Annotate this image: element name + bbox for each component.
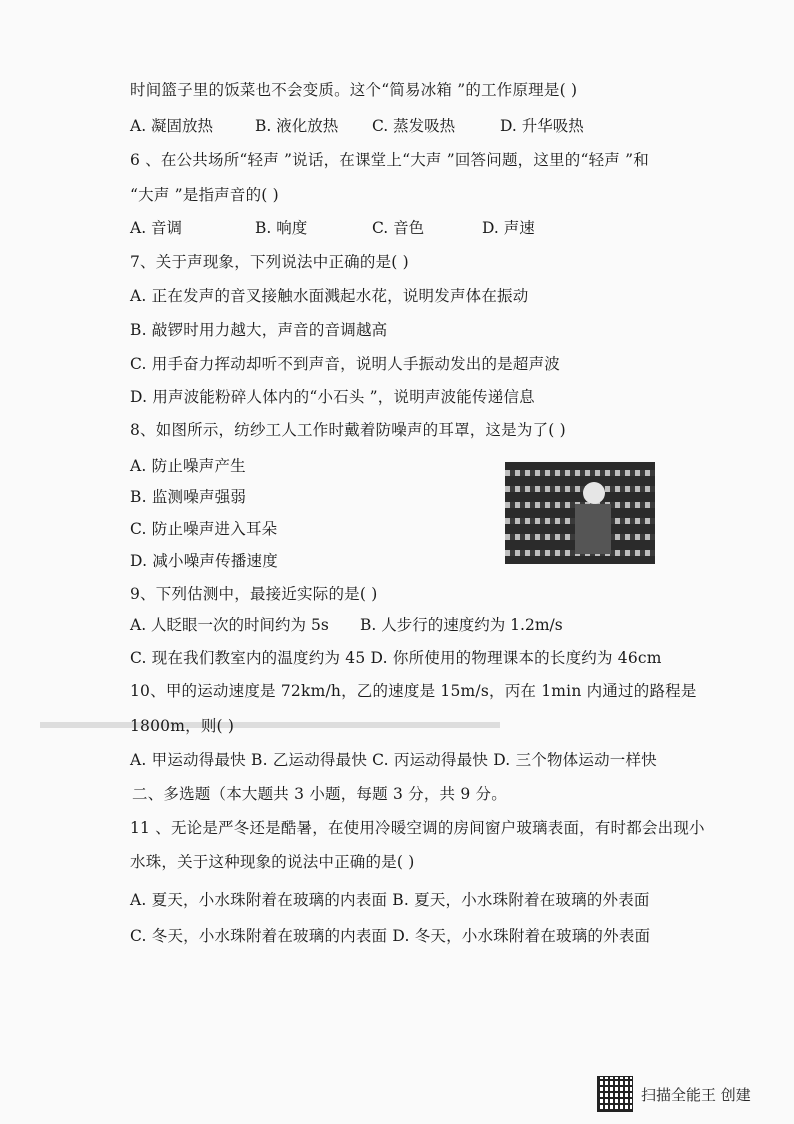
- bleed-through-rule: [40, 722, 500, 728]
- q8-option-a: A. 防止噪声产生: [130, 457, 246, 475]
- q10-stem-line2: 1800m，则( ): [130, 717, 235, 735]
- q6-stem-line2: “大声 ”是指声音的( ): [130, 186, 279, 204]
- q11-stem-line2: 水珠，关于这种现象的说法中正确的是( ): [130, 853, 415, 871]
- q6-option-a: A. 音调: [130, 219, 183, 237]
- q5-option-d: D. 升华吸热: [500, 117, 584, 135]
- scanner-brand-text: 扫描全能王 创建: [641, 1086, 751, 1104]
- q7-option-d: D. 用声波能粉碎人体内的“小石头 ”，说明声波能传递信息: [130, 388, 535, 406]
- q10-stem-line1: 10、甲的运动速度是 72km/h，乙的速度是 15m/s，丙在 1min 内通过的路程是: [130, 682, 697, 700]
- q7-option-c: C. 用手奋力挥动却听不到声音，说明人手振动发出的是超声波: [130, 355, 560, 373]
- q8-option-b: B. 监测噪声强弱: [130, 488, 247, 506]
- section-2-heading: 二、多选题（本大题共 3 小题，每题 3 分，共 9 分。: [132, 785, 507, 803]
- q8-stem: 8、如图所示，纺纱工人工作时戴着防噪声的耳罩，这是为了( ): [130, 421, 566, 439]
- q6-option-d: D. 声速: [482, 219, 535, 237]
- q7-option-a: A. 正在发声的音叉接触水面溅起水花，说明发声体在振动: [130, 287, 529, 305]
- q8-option-d: D. 减小噪声传播速度: [130, 552, 278, 570]
- q7-option-b: B. 敲锣时用力越大，声音的音调越高: [130, 321, 388, 339]
- q8-option-c: C. 防止噪声进入耳朵: [130, 520, 278, 538]
- q5-option-a: A. 凝固放热: [130, 117, 214, 135]
- q5-option-b: B. 液化放热: [255, 117, 339, 135]
- q11-options-cd: C. 冬天，小水珠附着在玻璃的内表面 D. 冬天，小水珠附着在玻璃的外表面: [130, 927, 651, 945]
- q5-stem-tail: 时间篮子里的饭菜也不会变质。这个“简易冰箱 ”的工作原理是( ): [130, 81, 578, 99]
- q6-stem-line1: 6 、在公共场所“轻声 ”说话，在课堂上“大声 ”回答问题，这里的“轻声 ”和: [130, 151, 649, 169]
- spinning-worker-photo: [505, 462, 655, 564]
- q9-stem: 9、下列估测中，最接近实际的是( ): [130, 585, 378, 603]
- q11-options-ab: A. 夏天，小水珠附着在玻璃的内表面 B. 夏天，小水珠附着在玻璃的外表面: [130, 891, 650, 909]
- q6-option-c: C. 音色: [372, 219, 425, 237]
- q9-options-cd: C. 现在我们教室内的温度约为 45 D. 你所使用的物理课本的长度约为 46cm: [130, 649, 662, 667]
- q11-stem-line1: 11 、无论是严冬还是酷暑，在使用冷暖空调的房间窗户玻璃表面，有时都会出现小: [130, 819, 705, 837]
- q10-options: A. 甲运动得最快 B. 乙运动得最快 C. 丙运动得最快 D. 三个物体运动一样快: [130, 751, 657, 769]
- q9-option-a: A. 人眨眼一次的时间约为 5s: [130, 616, 329, 634]
- q6-option-b: B. 响度: [255, 219, 308, 237]
- q9-option-b: B. 人步行的速度约为 1.2m/s: [360, 616, 563, 634]
- q7-stem: 7、关于声现象，下列说法中正确的是( ): [130, 253, 409, 271]
- q5-option-c: C. 蒸发吸热: [372, 117, 456, 135]
- qr-code-icon: [597, 1076, 633, 1112]
